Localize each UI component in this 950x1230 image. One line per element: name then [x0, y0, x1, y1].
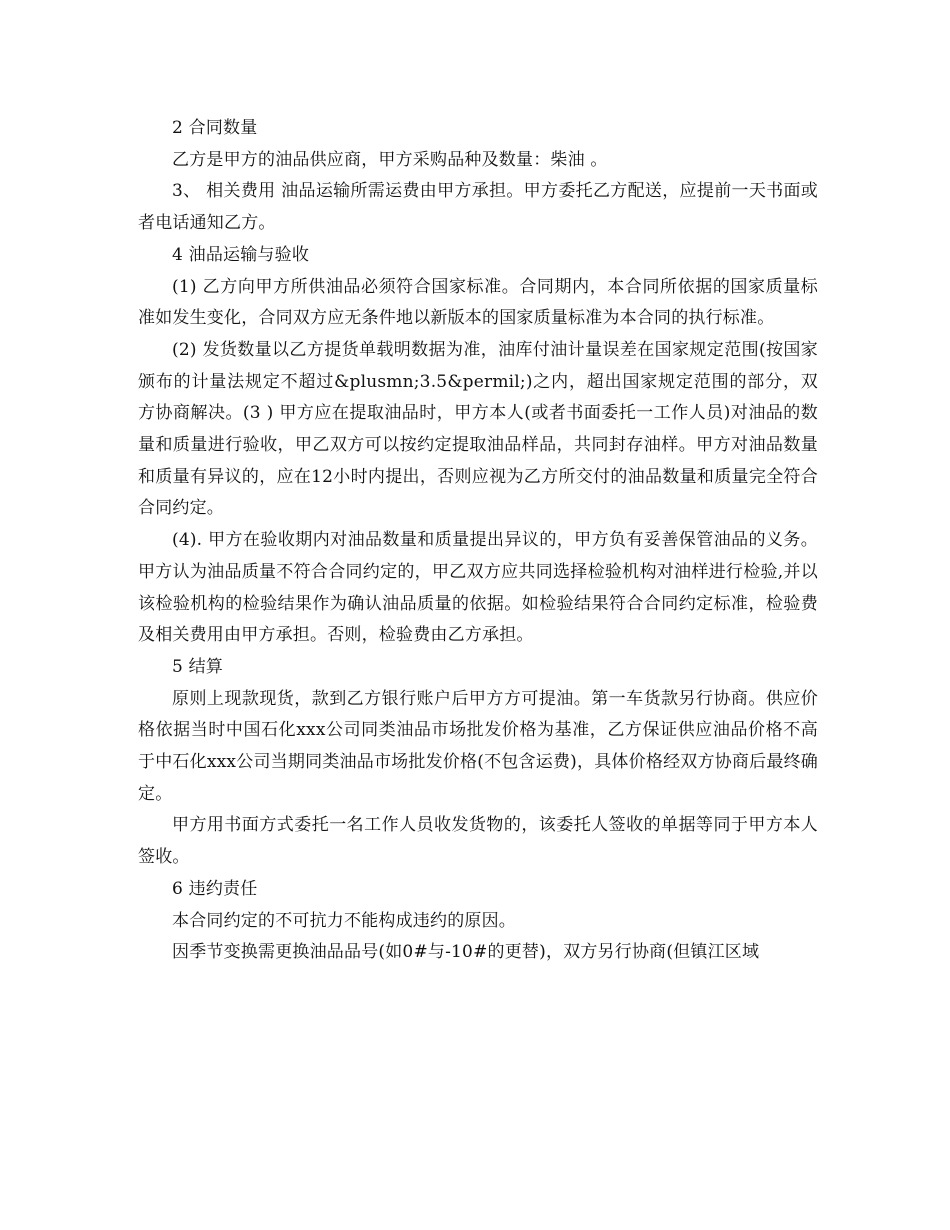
- paragraph: (1) 乙方向甲方所供油品必须符合国家标准。合同期内，本合同所依据的国家质量标准如发生变化，合同双方应无条件地以新版本的国家质量标准为本合同的执行标准。: [138, 276, 818, 329]
- paragraph: 本合同约定的不可抗力不能构成违约的原因。: [172, 910, 516, 931]
- section-heading-transport: 4 油品运输与验收: [172, 244, 310, 265]
- paragraph: 原则上现款现货，款到乙方银行账户后甲方方可提油。第一车货款另行协商。供应价格依据当时中国石化xxx公司同类油品市场批发价格为基准，乙方保证供应油品价格不高于中石化xxx公司当期同类油品市场批发价格(不包含运费)，具体价格经双方协商后最终确定。: [138, 688, 818, 804]
- paragraph: 3、 相关费用 油品运输所需运费由甲方承担。甲方委托乙方配送，应提前一天书面或者电话通知乙方。: [138, 181, 818, 234]
- paragraph: 乙方是甲方的油品供应商，甲方采购品种及数量：柴油 。: [172, 149, 608, 170]
- paragraph: 甲方用书面方式委托一名工作人员收发货物的，该委托人签收的单据等同于甲方本人签收。: [138, 815, 818, 868]
- section-heading-quantity: 2 合同数量: [172, 118, 258, 138]
- paragraph: (2) 发货数量以乙方提货单载明数据为准，油库付油计量误差在国家规定范围(按国家颁布的计量法规定不超过&plusmn;3.5&permil;)之内，超出国家规定范围的部分，双方协商解决。(3 ) 甲方应在提取油品时，甲方本人(或者书面委托一工作人员)对油品的数量和质量进行验收，甲乙双方可以按约定提取油品样品，共同封存油样。甲方对油品数量和质量有异议的，应在12小时内提出，否则应视为乙方所交付的油品数量和质量完全符合合同约定。: [138, 339, 818, 519]
- section-heading-settlement: 5 结算: [172, 656, 224, 677]
- document-body: [138, 113, 818, 969]
- section-heading-liability: 6 违约责任: [172, 878, 258, 899]
- paragraph: 因季节变换需更换油品品号(如0#与-10#的更替)，双方另行协商(但镇江区域: [172, 942, 760, 963]
- paragraph: (4). 甲方在验收期内对油品数量和质量提出异议的，甲方负有妥善保管油品的义务。 甲方认为油品质量不符合合同约定的，甲乙双方应共同选择检验机构对油样进行检验,并以该检验机构的检验结果作为确认油品质量的依据。如检验结果符合合同约定标准，检验费及相关费用由甲方承担。否则，检验费由乙方承担。: [138, 530, 818, 646]
